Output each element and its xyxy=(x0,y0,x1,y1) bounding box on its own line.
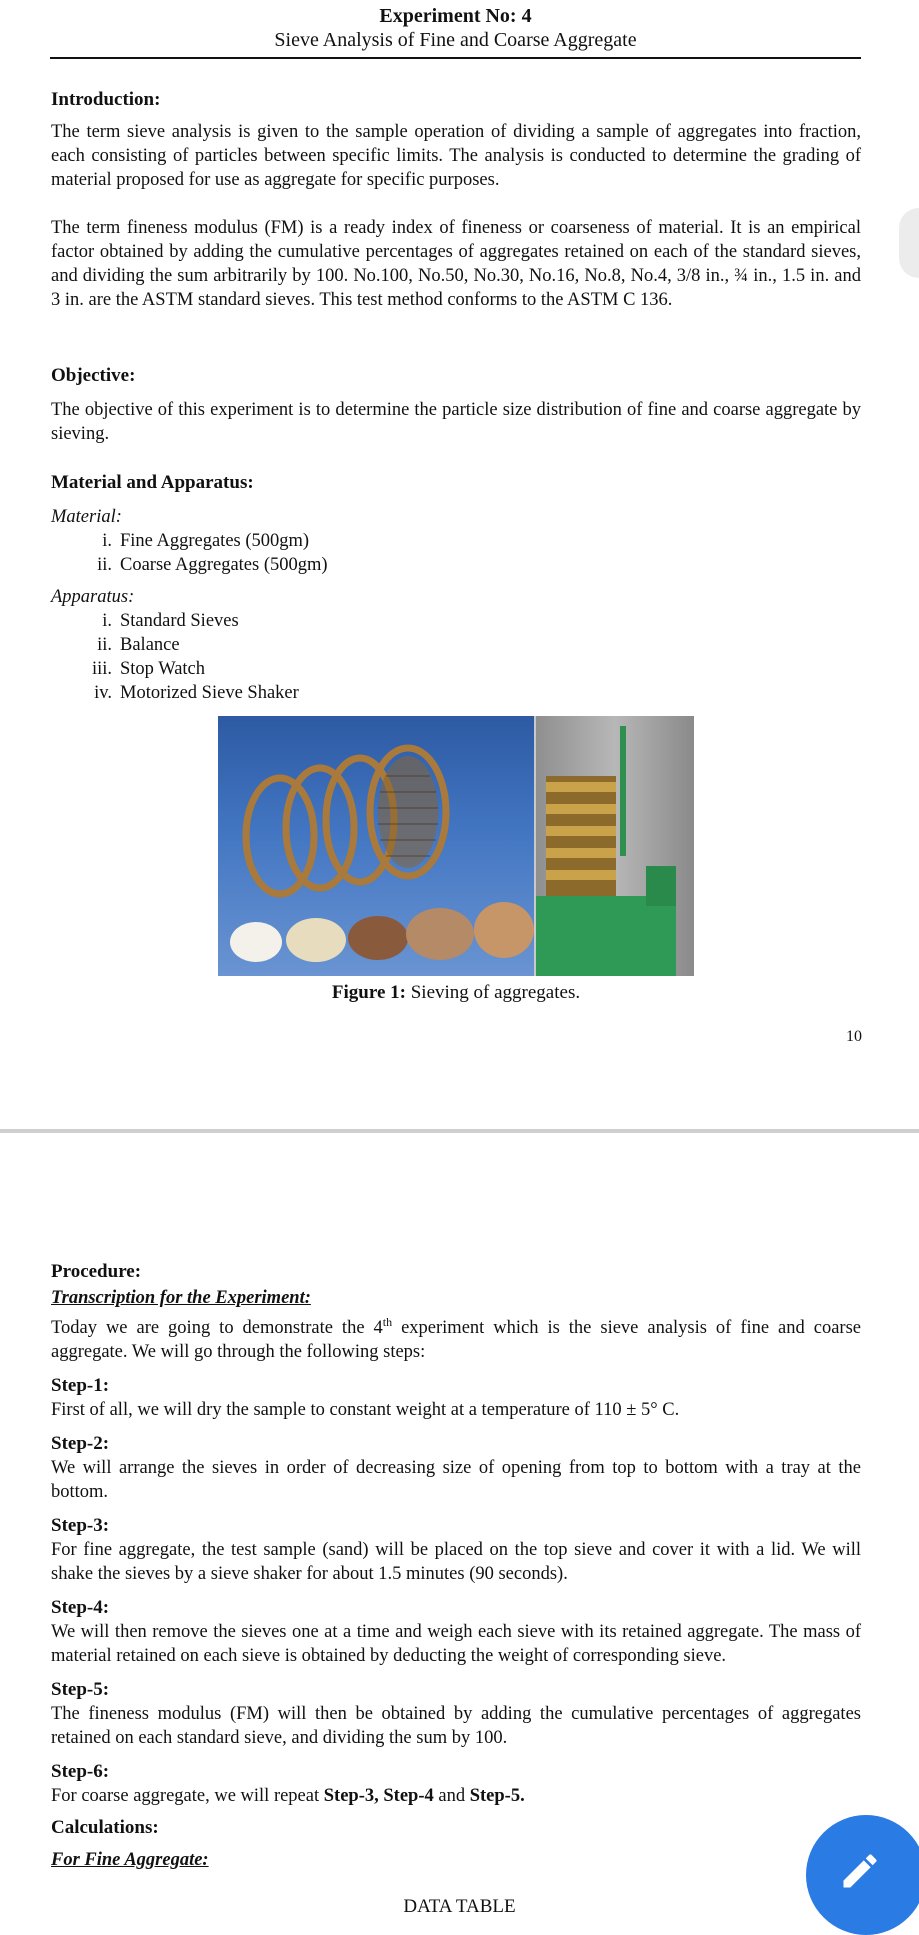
fine-aggregate-heading: For Fine Aggregate: xyxy=(51,1850,209,1870)
step-label: Step-1: xyxy=(51,1375,110,1396)
step-1 xyxy=(51,1374,861,1422)
transcription-heading: Transcription for the Experiment: xyxy=(51,1288,311,1308)
sieve-shaker-photo xyxy=(536,716,694,976)
list-item-number: iii. xyxy=(91,659,112,679)
list-item xyxy=(81,553,861,577)
objective-heading: Objective: xyxy=(51,365,136,386)
step-3 xyxy=(51,1514,861,1586)
step-6-ref-step-4: Step-4 xyxy=(383,1786,434,1806)
objective-section xyxy=(51,364,861,446)
sieve-shaker-illustration xyxy=(536,716,694,976)
step-6 xyxy=(51,1760,861,1808)
list-item xyxy=(81,609,861,633)
step-text: We will arrange the sieves in order of decreasing size of opening from top to bottom with a tray at the bottom. xyxy=(51,1458,861,1502)
list-item xyxy=(81,657,861,681)
materials-heading: Material and Apparatus: xyxy=(51,472,254,493)
sieves-and-aggregates-photo xyxy=(218,716,534,976)
step-label: Step-5: xyxy=(51,1679,110,1700)
step-label: Step-3: xyxy=(51,1515,110,1536)
list-item xyxy=(81,633,861,657)
apparatus-list xyxy=(81,609,861,705)
list-item xyxy=(81,681,861,705)
figure-caption-text: Sieving of aggregates. xyxy=(405,982,581,1003)
material-list xyxy=(81,529,861,577)
intro-superscript: th xyxy=(382,1314,393,1329)
pencil-icon xyxy=(838,1849,882,1893)
list-item-text: Fine Aggregates (500gm) xyxy=(120,531,310,551)
page-header xyxy=(50,4,861,52)
step-text: The fineness modulus (FM) will then be obtained by adding the cumulative percentages of aggregates retained on each standard sieve, and dividing the sum by 100. xyxy=(51,1704,861,1748)
calculations-heading: Calculations: xyxy=(51,1817,159,1838)
step-6-ref-step-3: Step-3, xyxy=(323,1786,379,1806)
figure-caption-label: Figure 1: xyxy=(331,982,406,1003)
apparatus-label: Apparatus: xyxy=(51,587,135,607)
side-scroll-tab[interactable] xyxy=(899,208,919,278)
step-text: For fine aggregate, the test sample (sand) will be placed on the top sieve and cover it with a lid. We will shake the sieves by a sieve shaker for about 1.5 minutes (90 seconds). xyxy=(51,1540,861,1584)
step-label: Step-2: xyxy=(51,1433,110,1454)
page-number: 10 xyxy=(846,1028,862,1045)
step-text xyxy=(51,1784,861,1808)
introduction-heading: Introduction: xyxy=(51,89,161,110)
materials-section xyxy=(51,471,861,705)
step-5 xyxy=(51,1678,861,1750)
list-item-text: Standard Sieves xyxy=(120,611,239,631)
list-item-number: i. xyxy=(102,531,112,551)
introduction-section xyxy=(51,88,861,312)
intro-text-before: Today we are going to demonstrate the 4 xyxy=(51,1318,383,1338)
step-label: Step-6: xyxy=(51,1761,110,1782)
objective-text: The objective of this experiment is to determine the particle size distribution of fine and coarse aggregate by sieving. xyxy=(51,400,861,444)
step-6-prefix: For coarse aggregate, we will repeat xyxy=(51,1786,324,1806)
sieving-figure-image xyxy=(218,716,694,976)
list-item-text: Coarse Aggregates (500gm) xyxy=(120,555,328,575)
introduction-paragraph-1: The term sieve analysis is given to the sample operation of dividing a sample of aggregates into fraction, each consisting of particles between specific limits. The analysis is conducted to determine the grading of material proposed for use as aggregate for specific purposes. xyxy=(51,122,861,190)
list-item-text: Stop Watch xyxy=(120,659,206,679)
list-item-number: iv. xyxy=(94,683,112,703)
data-table-title: DATA TABLE xyxy=(403,1896,516,1917)
sieves-illustration xyxy=(218,716,534,976)
introduction-paragraph-2: The term fineness modulus (FM) is a ready index of fineness or coarseness of material. It is an empirical factor obtained by adding the cumulative percentages of aggregates retained on each of the standard sieves, and dividing the sum arbitrarily by 100. No.100, No.50, No.30, No.16, No.8, No.4, 3/8 in., ¾ in., 1.5 in. and 3 in. are the ASTM standard sieves. This test method conforms to the ASTM C 136. xyxy=(51,218,861,310)
step-2 xyxy=(51,1432,861,1504)
experiment-number: Experiment No: 4 xyxy=(379,5,532,27)
list-item-number: ii. xyxy=(97,555,112,575)
step-text: First of all, we will dry the sample to constant weight at a temperature of 110 ± 5° C. xyxy=(51,1400,680,1420)
procedure-section xyxy=(51,1260,861,1872)
experiment-title: Sieve Analysis of Fine and Coarse Aggregate xyxy=(274,29,637,51)
edit-button[interactable] xyxy=(806,1815,919,1935)
step-label: Step-4: xyxy=(51,1597,110,1618)
material-label: Material: xyxy=(51,507,122,527)
list-item-text: Balance xyxy=(120,635,180,655)
list-item-text: Motorized Sieve Shaker xyxy=(120,683,299,703)
page-separator xyxy=(0,1129,919,1133)
step-6-and: and xyxy=(433,1786,470,1806)
transcription-intro xyxy=(51,1316,861,1364)
procedure-heading: Procedure: xyxy=(51,1261,142,1282)
step-4 xyxy=(51,1596,861,1668)
list-item-number: ii. xyxy=(97,635,112,655)
step-6-ref-step-5: Step-5. xyxy=(469,1786,525,1806)
list-item-number: i. xyxy=(102,611,112,631)
list-item xyxy=(81,529,861,553)
figure-caption xyxy=(218,982,694,1004)
header-divider xyxy=(50,57,861,59)
intro-text-after: experiment which is the sieve analysis of fine and coarse aggregate. We will go through the following steps: xyxy=(51,1318,861,1362)
step-text: We will then remove the sieves one at a time and weigh each sieve with its retained aggregate. The mass of material retained on each sieve is obtained by deducting the weight of corresponding sieve. xyxy=(51,1622,861,1666)
